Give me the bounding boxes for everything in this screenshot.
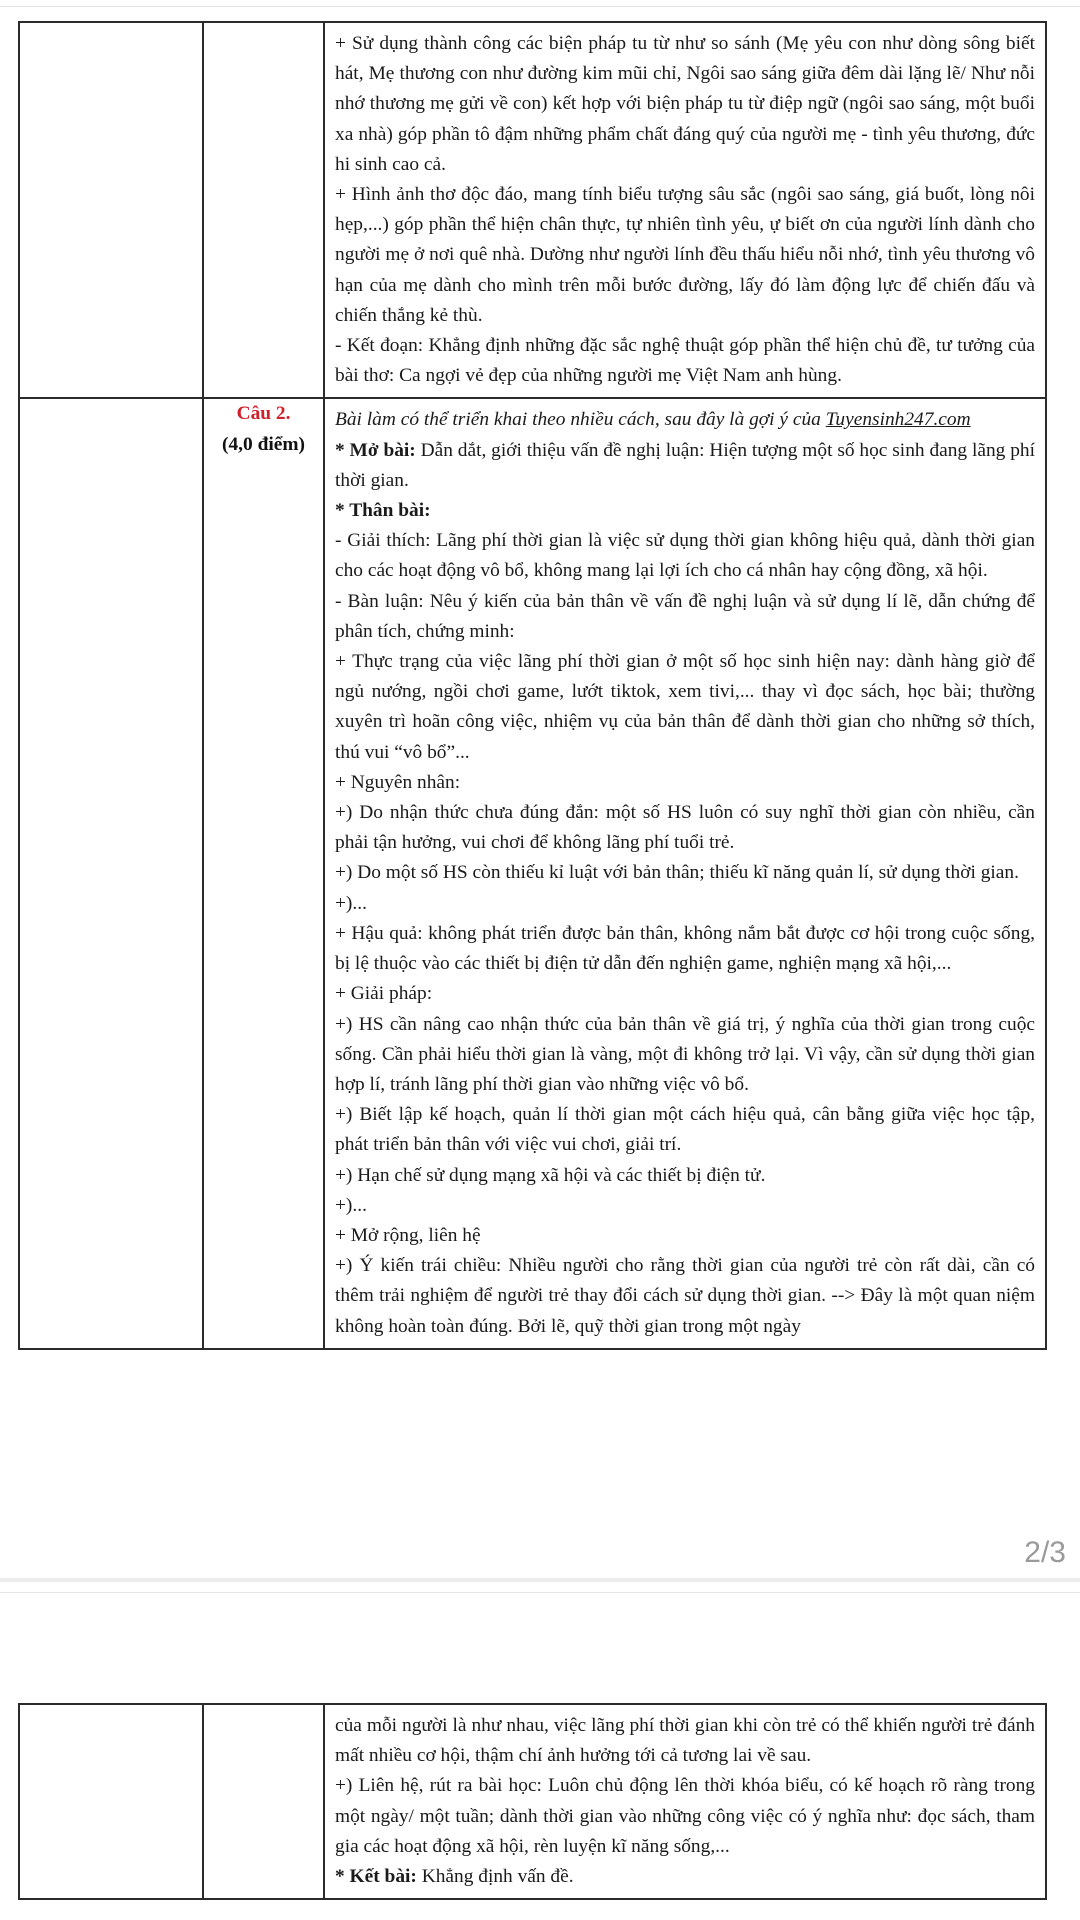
table-row — [19, 398, 1046, 1348]
answer-line: + Hình ảnh thơ độc đáo, mang tính biểu tượng sâu sắc (ngôi sao sáng, giá buốt, lòng nôi hẹp,...) góp phần thể hiện chân thực, tự nhiên tình yêu, ự biết ơn của người lính dành cho người mẹ ở nơi quê nhà. Dường như người lính đều thấu hiểu nỗi nhớ, tình yêu thương vô hạn của mẹ dành cho mình trên mỗi bước đường, lấy đó làm động lực để chiến đấu và chiến thắng kẻ thù. — [335, 184, 1035, 326]
empty-cell — [19, 22, 203, 398]
table-row — [19, 22, 1046, 398]
than-bai-label: * Thân bài: — [335, 500, 431, 522]
question-label: Câu 2. — [236, 403, 291, 425]
empty-cell — [19, 1704, 203, 1899]
empty-cell — [203, 22, 324, 398]
answer-line: + Mở rộng, liên hệ — [335, 1224, 481, 1246]
answer-line: - Bàn luận: Nêu ý kiến của bản thân về vấn đề nghị luận và sử dụng lí lẽ, dẫn chứng để phân tích, chứng minh: — [335, 590, 1035, 642]
page-divider — [0, 1578, 1080, 1582]
answer-line: + Sử dụng thành công các biện pháp tu từ như so sánh (Mẹ yêu con như dòng sông biết hát, Mẹ thương con như đường kim mũi chỉ, Ngôi sao sáng giữa đêm dài lặng lẽ/ Như nỗi nhớ thương mẹ gửi về con) kết hợp với biện pháp tu từ điệp ngữ (ngôi sao sáng, một buổi xa nhà) góp phần tô đậm những phẩm chất đáng quý của người mẹ - tình yêu thương, đức hi sinh cao cả. — [335, 33, 1035, 175]
mo-bai-label: * Mở bài: — [335, 439, 416, 461]
answer-line: - Giải thích: Lãng phí thời gian là việc sử dụng thời gian không hiệu quả, dành thời gian cho các hoạt động vô bổ, không mang lại lợi ích cho cá nhân hay cộng đồng, xã hội. — [335, 530, 1035, 582]
empty-cell — [203, 1704, 324, 1899]
answer-content-cell — [324, 22, 1046, 398]
answer-content-cell — [324, 398, 1046, 1348]
top-divider — [0, 6, 1080, 7]
answer-line: của mỗi người là như nhau, việc lãng phí thời gian khi còn trẻ có thể khiến người trẻ đánh mất nhiều cơ hội, thậm chí ảnh hưởng tới cả tương lai về sau. — [335, 1715, 1035, 1767]
answer-line: +)... — [335, 1194, 367, 1216]
answer-table-top — [18, 21, 1047, 1350]
answer-table-bottom — [18, 1703, 1047, 1900]
answer-line: +) Liên hệ, rút ra bài học: Luôn chủ động lên thời khóa biểu, có kế hoạch rõ ràng trong một ngày/ một tuần; dành thời gian vào những công việc có ý nghĩa như: đọc sách, tham gia các hoạt động xã hội, rèn luyện kĩ năng sống,... — [335, 1775, 1035, 1857]
answer-line: - Kết đoạn: Khẳng định những đặc sắc nghệ thuật góp phần thể hiện chủ đề, tư tưởng của bài thơ: Ca ngợi vẻ đẹp của những người mẹ Việt Nam anh hùng. — [335, 335, 1035, 387]
page-separator-area — [0, 1526, 1080, 1586]
answer-line: +) Hạn chế sử dụng mạng xã hội và các thiết bị điện tử. — [335, 1164, 766, 1186]
intro-line — [335, 405, 1035, 435]
answer-line: + Thực trạng của việc lãng phí thời gian ở một số học sinh hiện nay: dành hàng giờ để ngủ nướng, ngồi chơi game, lướt tiktok, xem tivi,... thay vì đọc sách, học bài; thường xuyên trì hoãn công việc, nhiệm vụ của bản thân để dành thời gian cho những sở thích, thú vui “vô bổ”... — [335, 651, 1035, 763]
mo-bai-line — [335, 436, 1035, 496]
answer-line: +) HS cần nâng cao nhận thức của bản thân về giá trị, ý nghĩa của thời gian trong cuộc sống. Cần phải hiểu thời gian là vàng, một đi không trở lại. Vì vậy, cần sử dụng thời gian hợp lí, tránh lãng phí thời gian vào những việc vô bổ. — [335, 1013, 1035, 1095]
question-points: (4,0 điểm) — [222, 433, 305, 455]
page-number: 2/3 — [1024, 1536, 1066, 1569]
answer-line: +) Do nhận thức chưa đúng đắn: một số HS luôn có suy nghĩ thời gian còn nhiều, cần phải tận hưởng, vui chơi để không lãng phí tuổi trẻ. — [335, 802, 1035, 854]
empty-cell — [19, 398, 203, 1348]
answer-line: + Giải pháp: — [335, 983, 433, 1005]
table-row — [19, 1704, 1046, 1899]
answer-line: +) Biết lập kế hoạch, quản lí thời gian một cách hiệu quả, cân bằng giữa việc học tập, phát triển bản thân với việc vui chơi, giải trí. — [335, 1104, 1035, 1156]
source-link[interactable]: Tuyensinh247.com — [825, 409, 971, 431]
answer-line: +) Do một số HS còn thiếu kỉ luật với bản thân; thiếu kĩ năng quản lí, sử dụng thời gian. — [335, 862, 1019, 884]
answer-line: + Nguyên nhân: — [335, 771, 461, 793]
mo-bai-text: Dẫn dắt, giới thiệu vấn đề nghị luận: Hiện tượng một số học sinh đang lãng phí thời gian. — [335, 439, 1036, 491]
page-divider — [0, 1592, 1080, 1593]
ket-bai-label: * Kết bài: — [335, 1866, 417, 1888]
question-label-cell — [203, 398, 324, 1348]
answer-line: +) Ý kiến trái chiều: Nhiều người cho rằng thời gian của người trẻ còn rất dài, cần có thêm trải nghiệm để người trẻ thay đổi cách sử dụng thời gian. --> Đây là một quan niệm không hoàn toàn đúng. Bởi lẽ, quỹ thời gian trong một ngày — [335, 1255, 1035, 1337]
intro-text: Bài làm có thể triển khai theo nhiều cách, sau đây là gợi ý của — [335, 409, 821, 431]
answer-line: +)... — [335, 892, 367, 914]
answer-content-cell — [324, 1704, 1046, 1899]
answer-line: + Hậu quả: không phát triển được bản thân, không nắm bắt được cơ hội trong cuộc sống, bị lệ thuộc vào các thiết bị điện tử dẫn đến nghiện game, nghiện mạng xã hội,... — [335, 922, 1035, 975]
ket-bai-text: Khẳng định vấn đề. — [416, 1866, 574, 1888]
ket-bai-line — [335, 1862, 1035, 1892]
